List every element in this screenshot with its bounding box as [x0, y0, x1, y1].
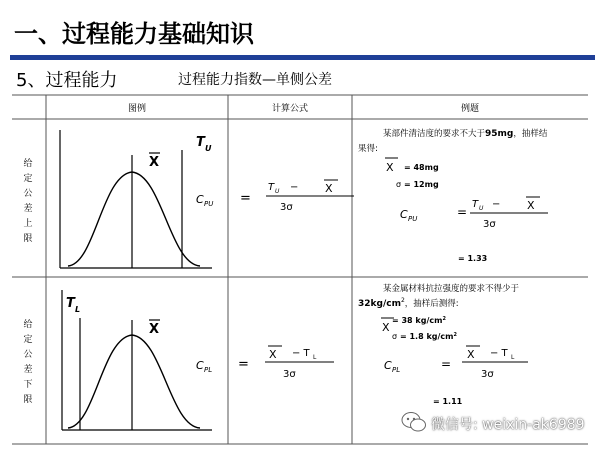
svg-text:X: X [382, 321, 390, 334]
row2-formula [196, 346, 334, 380]
svg-text:U: U [479, 205, 484, 212]
svg-text:σ: σ [392, 332, 398, 341]
svg-text:L: L [511, 354, 515, 361]
svg-text:PL: PL [392, 366, 401, 374]
row1-mean-symbol: X [149, 155, 160, 170]
svg-text:X: X [269, 348, 277, 361]
svg-text:PL: PL [204, 366, 213, 374]
col-header-example: 例题 [460, 104, 480, 114]
svg-text:= 1.8 kg/cm2: = 1.8 $kg/cm^2$ [400, 332, 457, 341]
svg-text:3σ: 3σ [481, 369, 494, 380]
section-label: 5、过程能力 [16, 70, 118, 91]
svg-text:限: 限 [23, 395, 33, 405]
svg-text:− T: − T [490, 348, 508, 359]
svg-text:3σ: 3σ [283, 369, 296, 380]
svg-text:=: = [240, 191, 251, 206]
row2-limit-symbol: T [66, 296, 75, 311]
svg-text:给: 给 [23, 320, 33, 330]
row1-formula [196, 180, 354, 213]
table-grid [12, 95, 588, 444]
svg-text:L: L [75, 305, 81, 314]
svg-text:X: X [467, 348, 475, 361]
svg-text:σ: σ [396, 180, 402, 189]
svg-text:X: X [325, 182, 333, 195]
svg-text:T: T [472, 199, 479, 210]
row2-side-label [23, 318, 32, 405]
row1-side-label [23, 157, 32, 244]
svg-text:= 48mg: = 48mg [404, 163, 439, 172]
svg-text:= 1.33: = 1.33 [458, 254, 488, 263]
page-title: 一、过程能力基础知识 [14, 20, 254, 48]
svg-text:定: 定 [23, 335, 33, 345]
svg-text:= 38 kg/cm2: = 38 $kg/cm^2$ [392, 316, 446, 325]
section-subtitle: 过程能力指数—单侧公差 [178, 72, 332, 88]
svg-text:U: U [275, 188, 280, 195]
svg-text:下: 下 [23, 380, 33, 390]
watermark-text: 微信号: weixin-ak6989 [431, 417, 585, 433]
svg-text:公: 公 [23, 350, 33, 360]
svg-text:C: C [384, 359, 392, 372]
svg-text:上: 上 [23, 219, 33, 229]
row1-example [358, 128, 548, 263]
row2-mean-symbol: X [149, 322, 160, 337]
col-header-formula: 计算公式 [271, 104, 309, 114]
svg-text:=: = [441, 357, 452, 371]
svg-text:= 1.11: = 1.11 [433, 397, 463, 406]
svg-text:3σ: 3σ [483, 219, 496, 230]
svg-text:C: C [196, 193, 204, 206]
svg-text:限: 限 [23, 234, 33, 244]
svg-text:差: 差 [23, 365, 33, 375]
svg-text:−: − [290, 182, 299, 193]
watermark [401, 408, 597, 440]
svg-text:差: 差 [23, 204, 33, 214]
svg-text:果得:: 果得: [358, 144, 378, 154]
svg-text:L: L [313, 354, 317, 361]
svg-text:=: = [238, 357, 249, 372]
svg-text:C: C [400, 208, 408, 221]
row2-bell-curve-diagram [62, 290, 212, 430]
svg-text:X: X [527, 199, 535, 212]
row2-example [358, 283, 528, 406]
svg-text:32kg/cm2，抽样后测得:: $32kg/cm^2$，抽样后测得: [358, 297, 459, 309]
svg-text:3σ: 3σ [280, 202, 293, 213]
svg-text:−: − [492, 199, 501, 210]
row1-limit-symbol: T [196, 135, 205, 150]
row1-bell-curve-diagram [60, 130, 212, 268]
svg-text:− T: − T [292, 348, 310, 359]
svg-text:PU: PU [204, 200, 214, 208]
svg-text:U: U [205, 144, 212, 153]
svg-text:某金属材料抗拉强度的要求不得少于: 某金属材料抗拉强度的要求不得少于 [383, 284, 520, 294]
svg-text:X: X [386, 161, 394, 174]
svg-text:= 12mg: = 12mg [404, 180, 439, 189]
col-header-legend: 图例 [127, 104, 147, 114]
wechat-icon [401, 410, 427, 434]
svg-text:公: 公 [23, 189, 33, 199]
svg-text:PU: PU [408, 215, 418, 223]
svg-text:=: = [457, 205, 468, 219]
svg-text:C: C [196, 359, 204, 372]
svg-text:T: T [268, 182, 275, 193]
svg-text:某部件清洁度的要求不大于95mg，抽样结: 某部件清洁度的要求不大于95mg，抽样结 [383, 129, 548, 139]
svg-text:定: 定 [23, 174, 33, 184]
svg-text:给: 给 [23, 159, 33, 169]
